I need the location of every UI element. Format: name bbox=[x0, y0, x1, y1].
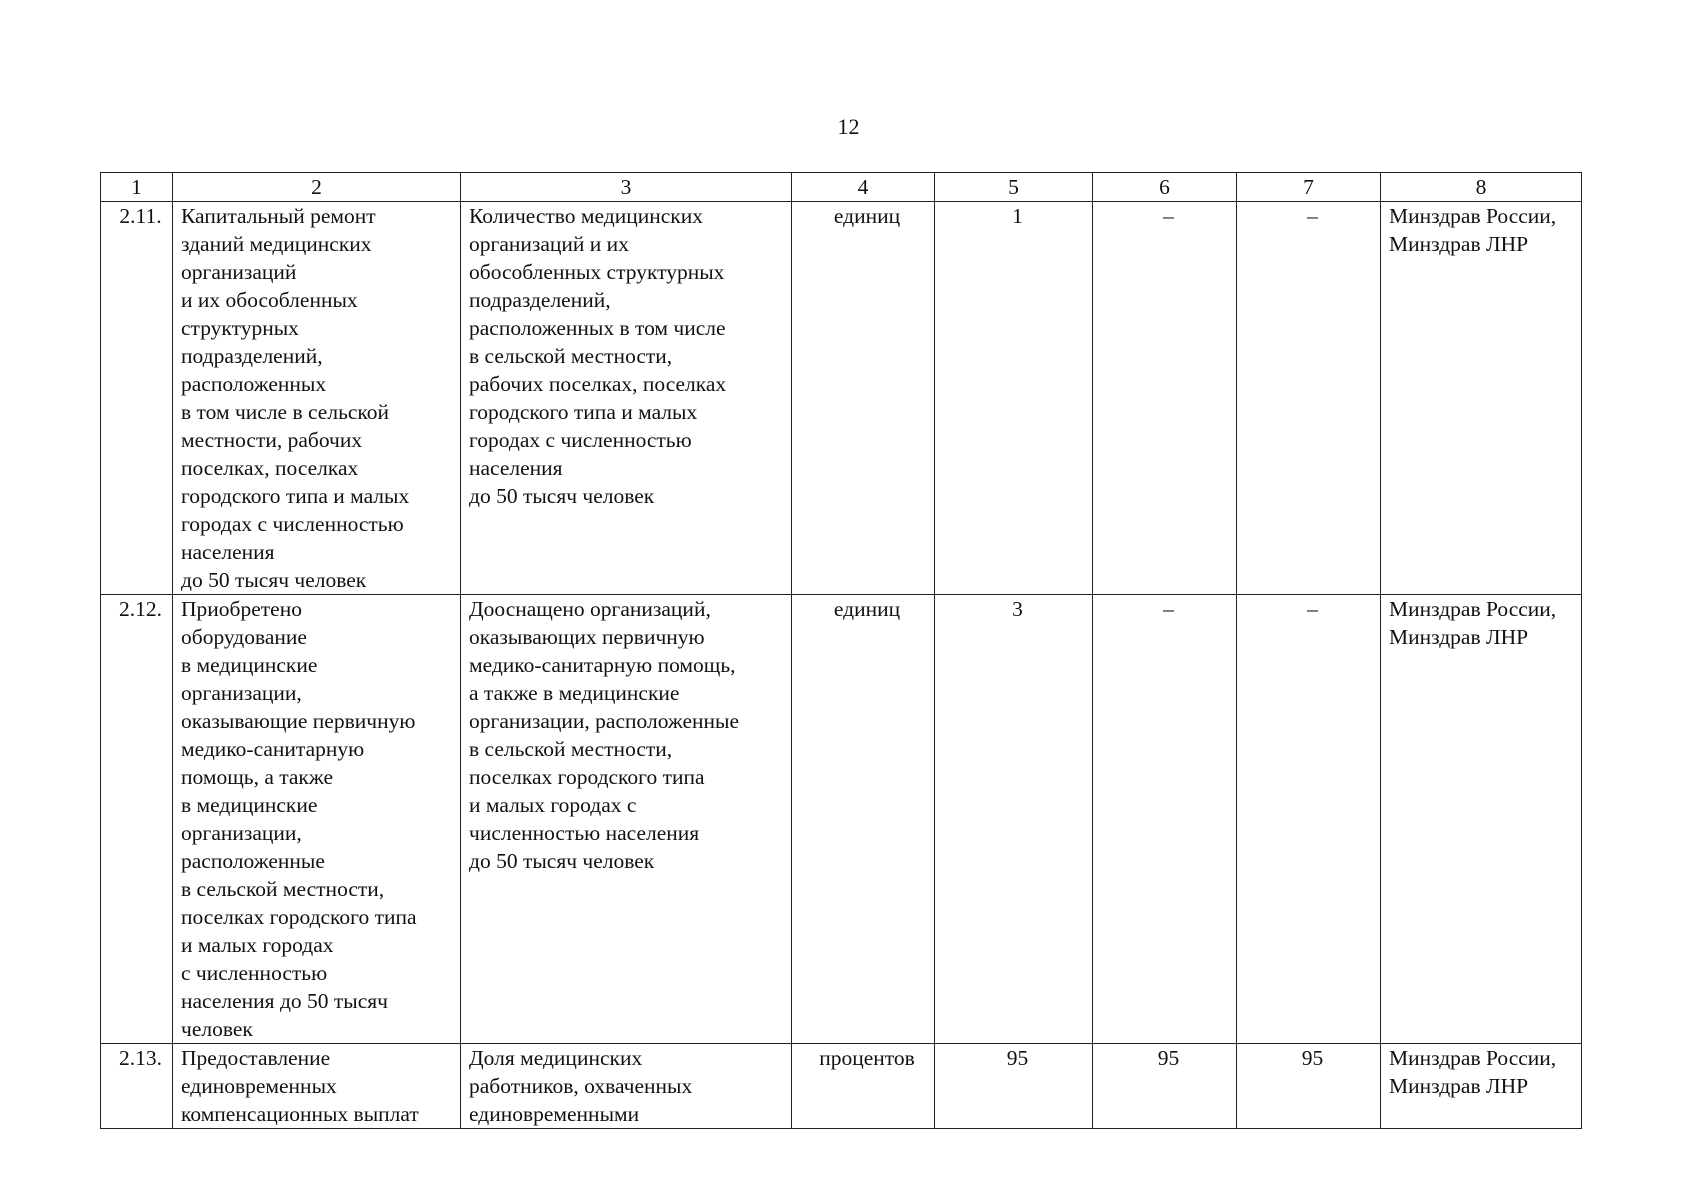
cell-text-line: а также в медицинские bbox=[469, 681, 680, 705]
cell-text-line: Минздрав России, bbox=[1389, 204, 1557, 228]
cell-text-line: в медицинские bbox=[181, 653, 318, 677]
unit-cell: процентов bbox=[792, 1044, 935, 1129]
cell-text-line: оказывающих первичную bbox=[469, 625, 705, 649]
cell-text-line: работников, охваченных bbox=[469, 1074, 693, 1098]
cell-text-line: поселках городского типа bbox=[469, 765, 705, 789]
header-cell-6: 6 bbox=[1093, 173, 1237, 202]
measure-name-cell bbox=[173, 202, 461, 595]
row-number-cell: 2.13. bbox=[101, 1044, 173, 1129]
cell-text-line: расположенные bbox=[181, 849, 325, 873]
indicator-name-cell bbox=[461, 595, 792, 1044]
row-number-cell: 2.12. bbox=[101, 595, 173, 1044]
cell-text-line: и их обособленных bbox=[181, 288, 358, 312]
unit-cell: единиц bbox=[792, 202, 935, 595]
value-col7-cell: – bbox=[1237, 595, 1381, 1044]
cell-text-line: городах с численностью bbox=[469, 428, 692, 452]
responsible-cell bbox=[1381, 202, 1582, 595]
responsible-cell bbox=[1381, 1044, 1582, 1129]
cell-text-line: организации, расположенные bbox=[469, 709, 740, 733]
cell-text-line: Доля медицинских bbox=[469, 1046, 643, 1070]
cell-text-line: организации, bbox=[181, 821, 302, 845]
cell-text-line: и малых городах с bbox=[469, 793, 637, 817]
header-cell-5: 5 bbox=[935, 173, 1093, 202]
cell-text-line: Приобретено bbox=[181, 597, 302, 621]
table-row bbox=[101, 1044, 1582, 1129]
measure-name-cell bbox=[173, 595, 461, 1044]
cell-text-line: городах с численностью bbox=[181, 512, 404, 536]
header-cell-7: 7 bbox=[1237, 173, 1381, 202]
cell-text-line: расположенных bbox=[181, 372, 327, 396]
header-cell-4: 4 bbox=[792, 173, 935, 202]
cell-text-line: городского типа и малых bbox=[469, 400, 698, 424]
cell-text-line: до 50 тысяч человек bbox=[469, 484, 655, 508]
cell-text-line: с численностью bbox=[181, 961, 328, 985]
cell-text-line: и малых городах bbox=[181, 933, 334, 957]
cell-text-line: медико-санитарную bbox=[181, 737, 365, 761]
indicator-name-cell bbox=[461, 202, 792, 595]
cell-text-line: расположенных в том числе bbox=[469, 316, 726, 340]
page-number: 12 bbox=[837, 114, 860, 139]
value-col6-cell: – bbox=[1093, 595, 1237, 1044]
header-cell-1: 1 bbox=[101, 173, 173, 202]
cell-text-line: поселках, поселках bbox=[181, 456, 359, 480]
indicator-name-cell bbox=[461, 1044, 792, 1129]
header-cell-3: 3 bbox=[461, 173, 792, 202]
cell-text-line: единовременными bbox=[469, 1102, 640, 1126]
value-col6-cell: 95 bbox=[1093, 1044, 1237, 1129]
cell-text-line: медико-санитарную помощь, bbox=[469, 653, 736, 677]
cell-text-line: структурных bbox=[181, 316, 299, 340]
value-col7-cell: 95 bbox=[1237, 1044, 1381, 1129]
cell-text-line: помощь, а также bbox=[181, 765, 333, 789]
cell-text-line: организаций и их bbox=[469, 232, 629, 256]
indicators-table bbox=[100, 172, 1582, 1129]
cell-text-line: поселках городского типа bbox=[181, 905, 417, 929]
cell-text-line: численностью населения bbox=[469, 821, 700, 845]
value-col7-cell: – bbox=[1237, 202, 1381, 595]
value-col6-cell: – bbox=[1093, 202, 1237, 595]
measure-name-cell bbox=[173, 1044, 461, 1129]
value-col5-cell: 1 bbox=[935, 202, 1093, 595]
cell-text-line: Минздрав ЛНР bbox=[1389, 625, 1529, 649]
cell-text-line: оказывающие первичную bbox=[181, 709, 416, 733]
cell-text-line: организации, bbox=[181, 681, 302, 705]
header-cell-2: 2 bbox=[173, 173, 461, 202]
cell-text-line: человек bbox=[181, 1017, 253, 1041]
header-row bbox=[101, 173, 1582, 202]
cell-text-line: зданий медицинских bbox=[181, 232, 372, 256]
cell-text-line: населения bbox=[181, 540, 275, 564]
cell-text-line: единовременных bbox=[181, 1074, 337, 1098]
cell-text-line: Минздрав ЛНР bbox=[1389, 1074, 1529, 1098]
cell-text-line: до 50 тысяч человек bbox=[469, 849, 655, 873]
responsible-cell bbox=[1381, 595, 1582, 1044]
cell-text-line: Количество медицинских bbox=[469, 204, 704, 228]
cell-text-line: подразделений, bbox=[181, 344, 323, 368]
cell-text-line: в сельской местности, bbox=[181, 877, 385, 901]
cell-text-line: населения bbox=[469, 456, 563, 480]
value-col5-cell: 95 bbox=[935, 1044, 1093, 1129]
cell-text-line: Минздрав России, bbox=[1389, 597, 1557, 621]
cell-text-line: в сельской местности, bbox=[469, 737, 673, 761]
cell-text-line: местности, рабочих bbox=[181, 428, 363, 452]
row-number-cell: 2.11. bbox=[101, 202, 173, 595]
cell-text-line: в медицинские bbox=[181, 793, 318, 817]
cell-text-line: оборудование bbox=[181, 625, 307, 649]
cell-text-line: Минздрав ЛНР bbox=[1389, 232, 1529, 256]
cell-text-line: в сельской местности, bbox=[469, 344, 673, 368]
cell-text-line: обособленных структурных bbox=[469, 260, 725, 284]
cell-text-line: в том числе в сельской bbox=[181, 400, 390, 424]
cell-text-line: Дооснащено организаций, bbox=[469, 597, 711, 621]
cell-text-line: до 50 тысяч человек bbox=[181, 568, 367, 592]
cell-text-line: городского типа и малых bbox=[181, 484, 410, 508]
table-row bbox=[101, 202, 1582, 595]
cell-text-line: рабочих поселках, поселках bbox=[469, 372, 727, 396]
table-row bbox=[101, 595, 1582, 1044]
cell-text-line: компенсационных выплат bbox=[181, 1102, 419, 1126]
cell-text-line: Капитальный ремонт bbox=[181, 204, 376, 228]
value-col5-cell: 3 bbox=[935, 595, 1093, 1044]
unit-cell: единиц bbox=[792, 595, 935, 1044]
cell-text-line: подразделений, bbox=[469, 288, 611, 312]
cell-text-line: населения до 50 тысяч bbox=[181, 989, 388, 1013]
cell-text-line: организаций bbox=[181, 260, 297, 284]
header-cell-8: 8 bbox=[1381, 173, 1582, 202]
cell-text-line: Минздрав России, bbox=[1389, 1046, 1557, 1070]
cell-text-line: Предоставление bbox=[181, 1046, 331, 1070]
